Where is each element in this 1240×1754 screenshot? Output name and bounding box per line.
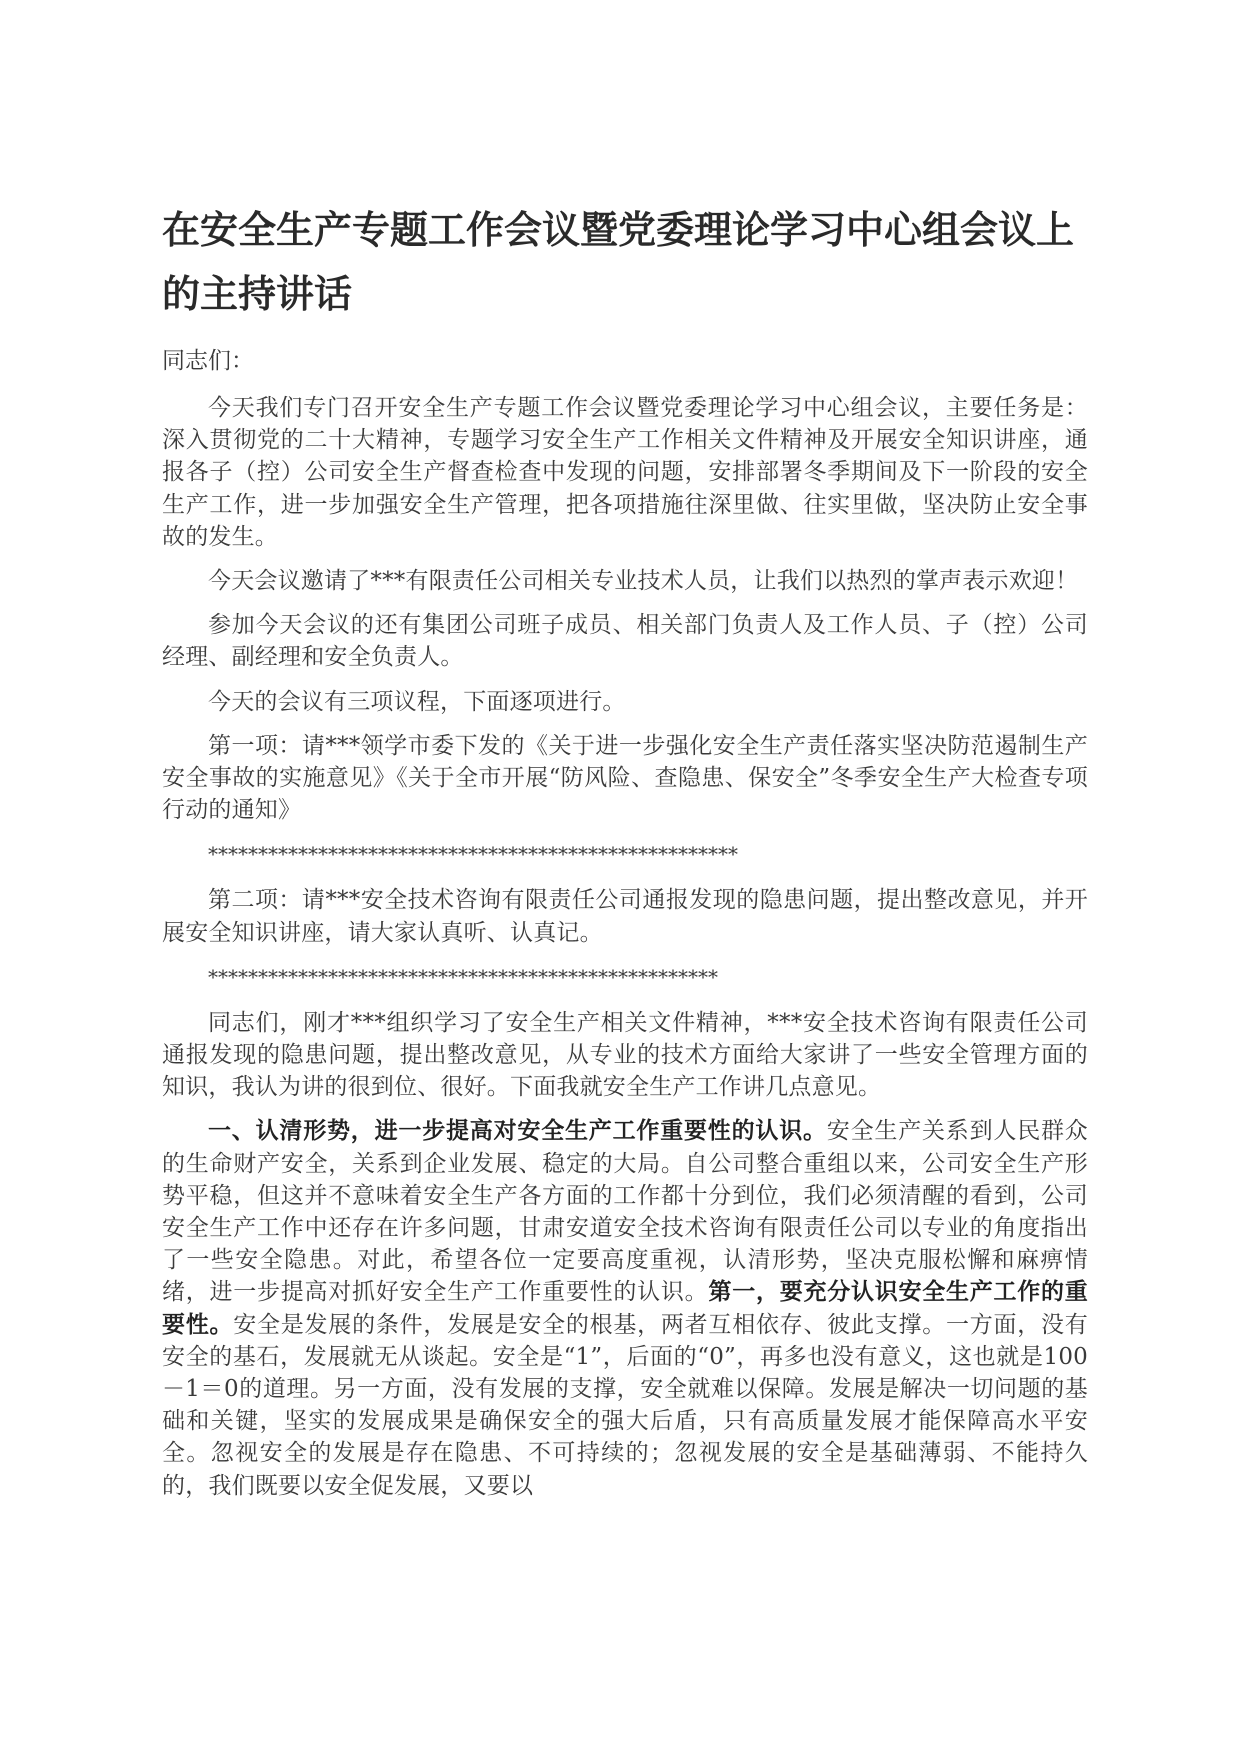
document-body <box>162 198 1088 1514</box>
document-title: 在安全生产专题工作会议暨党委理论学习中心组会议上的主持讲话 <box>162 208 1075 316</box>
separator-line: *************************************************** <box>208 964 718 989</box>
separator-line: ***************************************************** <box>208 842 738 867</box>
paragraph-item-one: 第一项：请***领学市委下发的《关于进一步强化安全生产责任落实坚决防范遏制生产安全事故的实施意见》《关于全市开展“防风险、查隐患、保安全”冬季安全生产大检查专项行动的通知》 <box>162 732 1088 824</box>
section-one <box>162 1115 1088 1501</box>
greeting: 同志们： <box>162 348 254 374</box>
paragraph-summary: 同志们，刚才***组织学习了安全生产相关文件精神，***安全技术咨询有限责任公司通报发现的隐患问题，提出整改意见，从专业的技术方面给大家讲了一些安全管理方面的知识，我认为讲的很到位、很好。下面我就安全生产工作讲几点意见。 <box>162 1009 1088 1101</box>
paragraph-meeting-purpose: 今天我们专门召开安全生产专题工作会议暨党委理论学习中心组会议，主要任务是：深入贯彻党的二十大精神，专题学习安全生产工作相关文件精神及开展安全知识讲座，通报各子（控）公司安全生产督查检查中发现的问题，安排部署冬季期间及下一阶段的安全生产工作，进一步加强安全生产管理，把各项措施往深里做、往实里做，坚决防止安全事故的发生。 <box>162 395 1088 550</box>
section-one-text-continued: 安全是发展的条件，发展是安全的根基，两者互相依存、彼此支撑。一方面，没有安全的基石，发展就无从谈起。安全是“1”，后面的“0”，再多也没有意义，这也就是100－1＝0的道理。另一方面，没有发展的支撑，安全就难以保障。发展是解决一切问题的基础和关键，坚实的发展成果是确保安全的强大后盾，只有高质量发展才能保障高水平安全。忽视安全的发展是存在隐患、不可持续的；忽视发展的安全是基础薄弱、不能持久的，我们既要以安全促发展，又要以 <box>162 1311 1088 1499</box>
paragraph-attendees: 参加今天会议的还有集团公司班子成员、相关部门负责人及工作人员、子（控）公司经理、副经理和安全负责人。 <box>162 612 1088 671</box>
paragraph-welcome: 今天会议邀请了***有限责任公司相关专业技术人员，让我们以热烈的掌声表示欢迎！ <box>208 568 1079 595</box>
section-one-text: 安全生产关系到人民群众的生命财产安全，关系到企业发展、稳定的大局。自公司整合重组以来，公司安全生产形势平稳，但这并不意味着安全生产各方面的工作都十分到位，我们必须清醒的看到，公司安全生产工作中还存在许多问题，甘肃安道安全技术咨询有限责任公司以专业的角度指出了一些安全隐患。对此，希望各位一定要高度重视，认清形势，坚决克服松懈和麻痹情绪，进一步提高对抓好安全生产工作重要性的认识。 <box>162 1118 1088 1306</box>
paragraph-agenda: 今天的会议有三项议程，下面逐项进行。 <box>208 688 626 715</box>
section-one-subheading: 第一，要充分认识安全生产工作的重要性。 <box>162 1279 1089 1338</box>
section-one-heading: 一、认清形势，进一步提高对安全生产工作重要性的认识。 <box>208 1118 827 1145</box>
paragraph-item-two: 第二项：请***安全技术咨询有限责任公司通报发现的隐患问题，提出整改意见，并开展安全知识讲座，请大家认真听、认真记。 <box>162 887 1088 946</box>
